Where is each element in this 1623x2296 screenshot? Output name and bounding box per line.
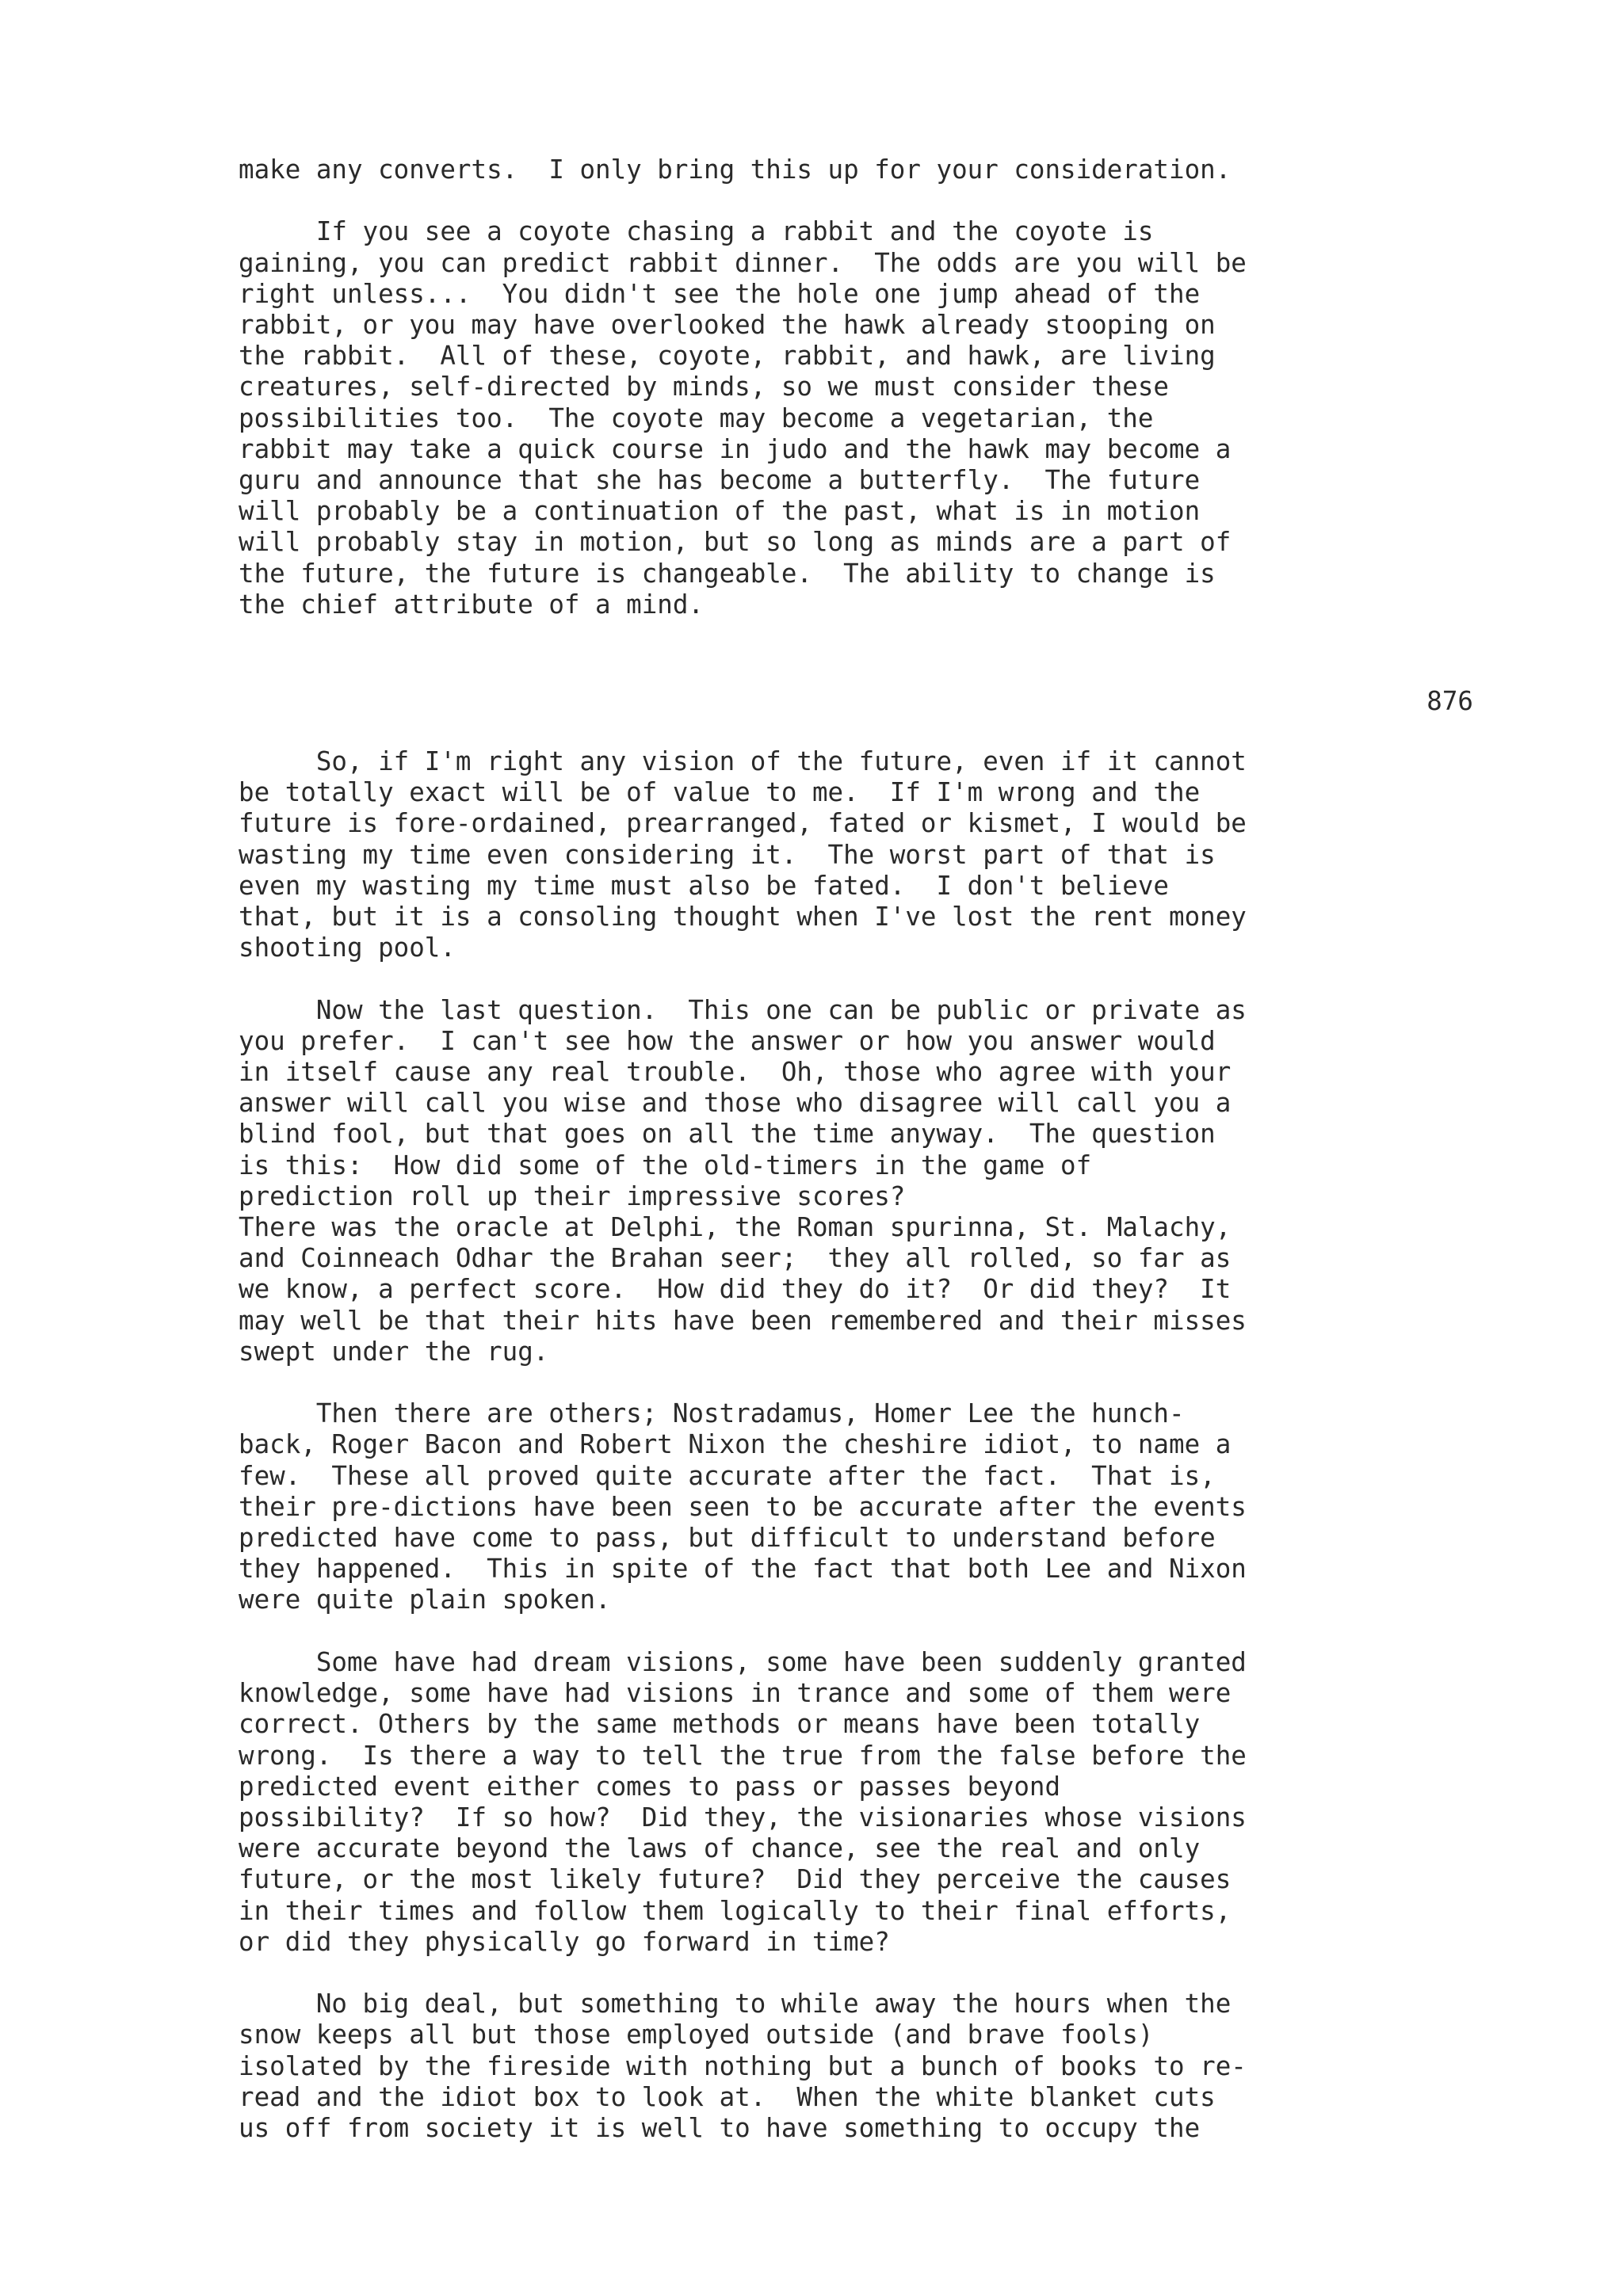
- top-text-block: make any converts. I only bring this up for your consideration. If you see a coyote chasing a rabbit and the coyote is gaining, you can predict rabbit dinner. The odds are you will be right unless... You didn't see the hole one jump ahead of the rabbit, or you may have overlooked the hawk already stooping on the rabbit. All of these, coyote, rabbit, and hawk, are living creatures, self-directed by minds, so we must consider these possibilities too. The coyote may become a vegetarian, the rabbit may take a quick course in judo and the hawk may become a guru and announce that she has become a butterfly. The future will probably be a continuation of the past, what is in motion will probably stay in motion, but so long as minds are a part of the future, the future is changeable. The ability to change is the chief attribute of a mind.: [239, 154, 1247, 620]
- page-number: 876: [1426, 686, 1473, 716]
- main-text-block: So, if I'm right any vision of the future, even if it cannot be totally exact will be of value to me. If I'm wrong and the future is fore-ordained, prearranged, fated or kismet, I would be wasting my time even considering it. The worst part of that is even my wasting my time must also be fated. I don't believe that, but it is a consoling thought when I've lost the rent money shooting pool. Now the last question. This one can be public or private as you prefer. I can't see how the answer or how you answer would in itself cause any real trouble. Oh, those who agree with your answer will call you wise and those who disagree will call you a blind fool, but that goes on all the time anyway. The question is this: How did some of the old-timers in the game of prediction roll up their impressive scores? There was the oracle at Delphi, the Roman spurinna, St. Malachy, and Coinneach Odhar the Brahan seer; they all rolled, so far as we know, a perfect score. How did they do it? Or did they? It may well be that their hits have been remembered and their misses swept under the rug. Then there are others; Nostradamus, Homer Lee the hunch- back, Roger Bacon and Robert Nixon the cheshire idiot, to name a few. These all proved quite accurate after the fact. That is, their pre-dictions have been seen to be accurate after the events predicted have come to pass, but difficult to understand before they happened. This in spite of the fact that both Lee and Nixon were quite plain spoken. Some have had dream visions, some have been suddenly granted knowledge, some have had visions in trance and some of them were correct. Others by the same methods or means have been totally wrong. Is there a way to tell the true from the false before the predicted event either comes to pass or passes beyond possibility? If so how? Did they, the visionaries whose visions were accurate beyond the laws of chance, see the real and only future, or the most likely future? Did they perceive the causes in their times and follow them logically to their final efforts, or did they physically go forward in time? No big deal, but something to while away the hours when the snow keeps all but those employed outside (and brave fools) isolated by the fireside with nothing but a bunch of books to re- read and the idiot box to look at. When the white blanket cuts us off from society it is well to have something to occupy the: [239, 746, 1247, 2143]
